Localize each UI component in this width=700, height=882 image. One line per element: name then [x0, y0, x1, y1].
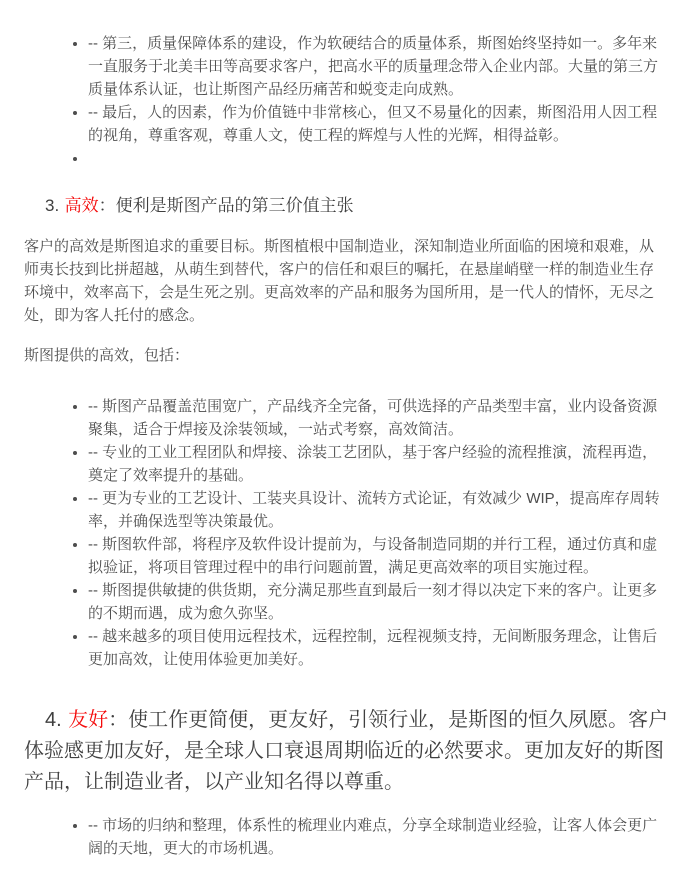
list-item: • -- 第三，质量保障体系的建设，作为软硬结合的质量体系，斯图始终坚持如一。多年来一直服务于北美丰田等高要求客户，把高水平的质量理念带入企业内部。大量的第三方质量体系认证，也让斯图产品经历痛苦和蜕变走向成熟。: [88, 32, 664, 101]
section3-number: 3.: [45, 196, 60, 215]
section3-paragraph: 客户的高效是斯图追求的重要目标。斯图植根中国制造业，深知制造业所面临的困境和艰难，从师夷长技到比拼超越，从萌生到替代，客户的信任和艰巨的嘱托，在悬崖峭壁一样的制造业生存环境中，效率高下，会是生死之别。更高效率的产品和服务为国所用，是一代人的情怀，无尽之处，即为客人托付的感念。: [24, 238, 655, 324]
list-item: • -- 斯图产品覆盖范围宽广，产品线齐全完备，可供选择的产品类型丰富，业内设备资源聚集，适合于焊接及涂装领域，一站式考察，高效简洁。: [88, 395, 664, 441]
section4-heading: [24, 705, 674, 798]
section3-keyword: 高效: [64, 196, 99, 215]
list-item: • -- 斯图提供敏捷的供货期，充分满足那些直到最后一刻才得以决定下来的客户。让更多的不期而遇，成为愈久弥坚。: [88, 579, 664, 625]
section3-heading: [24, 194, 664, 218]
section3-paragraph: 斯图提供的高效，包括：: [24, 347, 190, 364]
list-item: • -- 市场的归纳和整理，体系性的梳理业内难点，分享全球制造业经验，让客人体会更广阔的天地，更大的市场机遇。: [88, 814, 664, 860]
intro-bullet-list: [24, 32, 664, 170]
list-item-empty: [88, 147, 664, 170]
list-item: • -- 越来越多的项目使用远程技术，远程控制，远程视频支持，无间断服务理念，让售后更加高效，让使用体验更加美好。: [88, 625, 664, 671]
section4-keyword: 友好: [68, 709, 109, 731]
section4-number: 4.: [45, 709, 62, 731]
section4-title-text: ：使工作更简便，更友好，引领行业，是斯图的恒久夙愿。客户体验感更加友好，是全球人口衰退周期临近的必然要求。更加友好的斯图产品，让制造业者，以产业知名得以尊重。: [24, 709, 669, 793]
list-item: • -- 斯图软件部，将程序及软件设计提前为，与设备制造同期的并行工程，通过仿真和虚拟验证，将项目管理过程中的串行问题前置，满足更高效率的项目实施过程。: [88, 533, 664, 579]
list-item: • -- 更为专业的工艺设计、工装夹具设计、流转方式论证，有效减少 WIP，提高库存周转率，并确保选型等决策最优。: [88, 487, 664, 533]
list-item: • -- 专业的工业工程团队和焊接、涂装工艺团队，基于客户经验的流程推演，流程再造，奠定了效率提升的基础。: [88, 441, 664, 487]
spacer: [24, 384, 664, 395]
section4-bullet-list: [24, 814, 664, 860]
list-item: • -- 最后，人的因素，作为价值链中非常核心，但又不易量化的因素，斯图沿用人因工程的视角，尊重客观，尊重人文，使工程的辉煌与人性的光辉，相得益彰。: [88, 101, 664, 147]
section3-title-text: ：便利是斯图产品的第三价值主张: [98, 196, 354, 215]
section3-bullet-list: [24, 395, 664, 671]
